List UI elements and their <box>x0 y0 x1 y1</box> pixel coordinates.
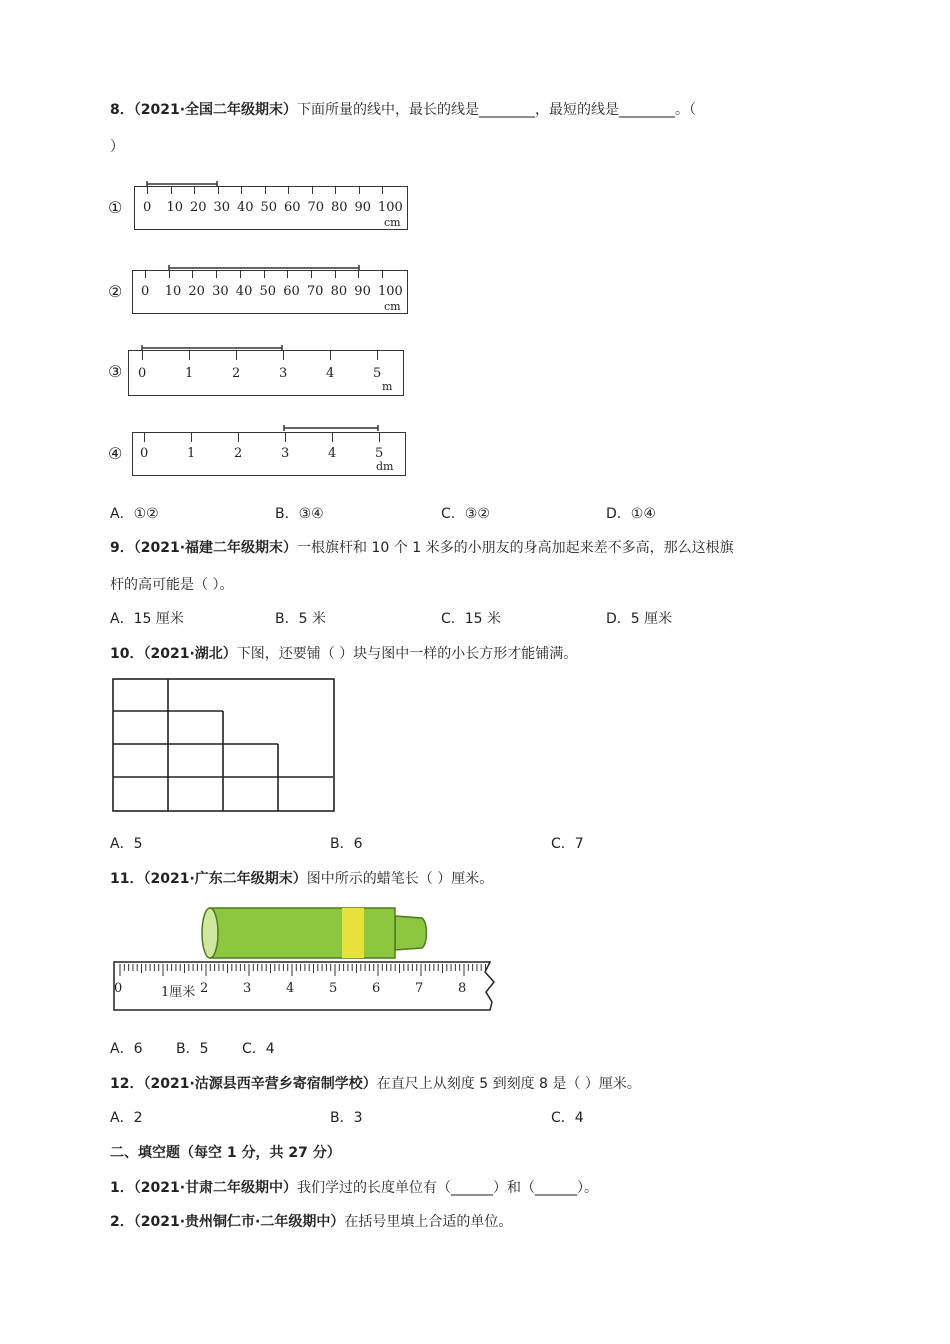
ruler-tick <box>194 186 195 194</box>
ruler-figure-2 <box>108 262 418 322</box>
ruler-tick <box>330 350 331 360</box>
ruler-tick <box>192 270 193 278</box>
ruler-marker: ② <box>108 282 123 301</box>
ruler-tick-label: 6 <box>372 981 381 996</box>
ruler-tick <box>377 350 378 360</box>
option-c[interactable]: C．③② <box>441 506 490 522</box>
question-source: （2021·贵州铜仁市·二年级期中） <box>133 1214 345 1230</box>
option-d[interactable]: D．5 厘米 <box>606 611 673 627</box>
question-10 <box>110 644 577 664</box>
ruler-tick <box>189 350 190 360</box>
question-number: 11． <box>110 871 144 887</box>
question-text: 在括号里填上合适的单位。 <box>344 1214 513 1230</box>
ruler-tick-label: 4 <box>286 981 295 996</box>
ruler-tick <box>236 350 237 360</box>
option-a[interactable]: A．①② <box>110 506 159 522</box>
ruler-tick <box>332 432 333 442</box>
ruler-tick-label: 5 <box>375 446 384 461</box>
ruler-tick-label: 40 <box>235 284 253 299</box>
ruler-tick-label: 0 <box>141 284 150 299</box>
ruler-tick <box>144 432 145 442</box>
question-number: 12． <box>110 1076 144 1092</box>
question-text: 图中所示的蜡笔长（ ）厘米。 <box>306 871 494 887</box>
question-8 <box>110 100 696 120</box>
ruler-tick <box>240 270 241 278</box>
question-source: （2021·全国二年级期末） <box>133 102 298 118</box>
question-number: 2． <box>110 1214 134 1230</box>
ruler-tick <box>218 186 219 194</box>
question-source: （2021·甘肃二年级期中） <box>133 1180 298 1196</box>
ruler-figure-4 <box>108 422 418 482</box>
question-source: （2021·福建二年级期末） <box>133 540 298 556</box>
option-a[interactable]: A．15 厘米 <box>110 611 184 627</box>
ruler-unit-label: dm <box>376 460 394 473</box>
question-text: 在直尺上从刻度 5 到刻度 8 是（ ）厘米。 <box>376 1076 641 1092</box>
ruler-tick <box>311 270 312 278</box>
question-number: 8． <box>110 102 134 118</box>
question-8-continuation: ） <box>110 139 124 155</box>
ruler-tick-label: 70 <box>307 200 325 215</box>
ruler-tick-label: 0 <box>138 366 147 381</box>
option-d[interactable]: D．①④ <box>606 506 656 522</box>
ruler-tick <box>358 270 359 278</box>
ruler-tick-label: 3 <box>243 981 252 996</box>
ruler-tick-label: 90 <box>354 200 372 215</box>
ruler-figure-1 <box>108 178 418 238</box>
ruler-tick <box>216 270 217 278</box>
question-number: 10． <box>110 646 144 662</box>
option-c[interactable]: C．7 <box>551 836 584 852</box>
ruler-tick-label: 3 <box>279 366 288 381</box>
ruler-tick <box>169 270 170 278</box>
question-source: （2021·广东二年级期末） <box>143 871 307 887</box>
ruler-tick <box>312 186 313 194</box>
option-c[interactable]: C．4 <box>242 1041 275 1057</box>
question-source: （2021·湖北） <box>143 646 237 662</box>
ruler-tick-label: 2 <box>234 446 243 461</box>
option-b[interactable]: B．5 米 <box>275 611 326 627</box>
question-text: 一根旗杆和 10 个 1 米多的小朋友的身高加起来差不多高，那么这根旗 <box>297 540 734 556</box>
ruler-tick <box>335 270 336 278</box>
ruler-tick <box>287 270 288 278</box>
option-b[interactable]: B．③④ <box>275 506 324 522</box>
ruler-tick <box>285 432 286 442</box>
ruler-tick <box>191 432 192 442</box>
ruler-tick-label: 40 <box>237 200 254 215</box>
ruler-tick <box>359 186 360 194</box>
ruler-tick-label: 90 <box>354 284 371 299</box>
question-9 <box>110 538 734 558</box>
ruler-tick-label: 30 <box>213 200 231 215</box>
ruler-tick-label: 60 <box>284 200 301 215</box>
question-number: 9． <box>110 540 134 556</box>
ruler-tick-label: 8 <box>458 981 467 996</box>
ruler-tick-label: 5 <box>329 981 338 996</box>
ruler-tick-label: 60 <box>283 284 300 299</box>
option-c[interactable]: C．15 米 <box>441 611 502 627</box>
ruler-tick-label: 1 <box>185 366 194 381</box>
ruler-tick <box>241 186 242 194</box>
ruler-tick <box>264 270 265 278</box>
ruler-tick-label: 0 <box>143 200 152 215</box>
ruler-tick-label: 0 <box>140 446 149 461</box>
ruler-tick <box>147 186 148 194</box>
fill-question-1 <box>110 1178 598 1198</box>
question-9-continuation: 杆的高可能是（ ）。 <box>110 577 234 593</box>
ruler-tick <box>382 186 383 194</box>
ruler-tick-label: 30 <box>212 284 229 299</box>
ruler-tick-label: 2 <box>200 981 209 996</box>
crayon-icon <box>202 908 427 958</box>
ruler-marker: ③ <box>108 362 123 381</box>
ruler-tick-label: 80 <box>330 284 348 299</box>
ruler-tick-label: 20 <box>188 284 205 299</box>
ruler-unit-label: cm <box>384 216 401 229</box>
ruler-unit-label: m <box>382 380 393 393</box>
ruler-tick <box>171 186 172 194</box>
ruler-tick-label: 1 <box>187 446 196 461</box>
ruler-tick <box>142 350 143 360</box>
ruler-unit-label: cm <box>384 300 401 313</box>
ruler-tick-label: 7 <box>415 981 424 996</box>
ruler-tick <box>283 350 284 360</box>
question-number: 1． <box>110 1180 134 1196</box>
ruler-body <box>128 350 404 396</box>
ruler-tick-label: 100 <box>378 200 403 215</box>
ruler-tick-label: 80 <box>331 200 348 215</box>
ruler-marker: ④ <box>108 444 123 463</box>
option-c[interactable]: C．4 <box>551 1110 584 1126</box>
option-a[interactable]: A．6 <box>110 1041 143 1057</box>
ruler-tick <box>238 432 239 442</box>
ruler-tick-label: 20 <box>190 200 207 215</box>
option-b[interactable]: B．6 <box>330 836 363 852</box>
option-b[interactable]: B．5 <box>176 1041 209 1057</box>
ruler-tick <box>382 270 383 278</box>
ruler-tick-label: 70 <box>306 284 324 299</box>
ruler-tick-label: 4 <box>328 446 337 461</box>
ruler-tick-label: 0 <box>114 981 123 996</box>
ruler-tick-label: 3 <box>281 446 290 461</box>
ruler-marker: ① <box>108 198 123 217</box>
question-text: 下图，还要铺（ ）块与图中一样的小长方形才能铺满。 <box>236 646 578 662</box>
option-b[interactable]: B．3 <box>330 1110 363 1126</box>
ruler-tick <box>265 186 266 194</box>
fill-question-2 <box>110 1212 512 1232</box>
question-text: 下面所量的线中，最长的线是________，最短的线是________。（ <box>297 102 697 118</box>
ruler-tick-label: 1厘米 <box>161 985 196 1000</box>
ruler-figure-3 <box>108 342 418 402</box>
ruler-body <box>132 432 406 476</box>
tiling-figure <box>110 676 340 816</box>
ruler-tick-label: 5 <box>373 366 382 381</box>
question-text: 我们学过的长度单位有（______）和（______）。 <box>297 1180 599 1196</box>
ruler-tick-label: 10 <box>166 200 184 215</box>
ruler-tick-label: 2 <box>232 366 241 381</box>
section-title: 二、填空题（每空 1 分，共 27 分） <box>110 1145 341 1161</box>
option-a[interactable]: A．5 <box>110 836 143 852</box>
question-source: （2021·沽源县西辛营乡寄宿制学校） <box>143 1076 377 1092</box>
ruler-tick-label: 10 <box>164 284 182 299</box>
ruler-tick-label: 100 <box>378 284 403 299</box>
ruler-tick <box>145 270 146 278</box>
ruler-tick <box>379 432 380 442</box>
question-11 <box>110 869 493 889</box>
ruler-tick-label: 50 <box>260 200 278 215</box>
ruler-tick <box>335 186 336 194</box>
ruler-tick <box>288 186 289 194</box>
question-12 <box>110 1074 641 1094</box>
ruler-tick-label: 50 <box>259 284 277 299</box>
option-a[interactable]: A．2 <box>110 1110 143 1126</box>
ruler-tick-label: 4 <box>326 366 335 381</box>
